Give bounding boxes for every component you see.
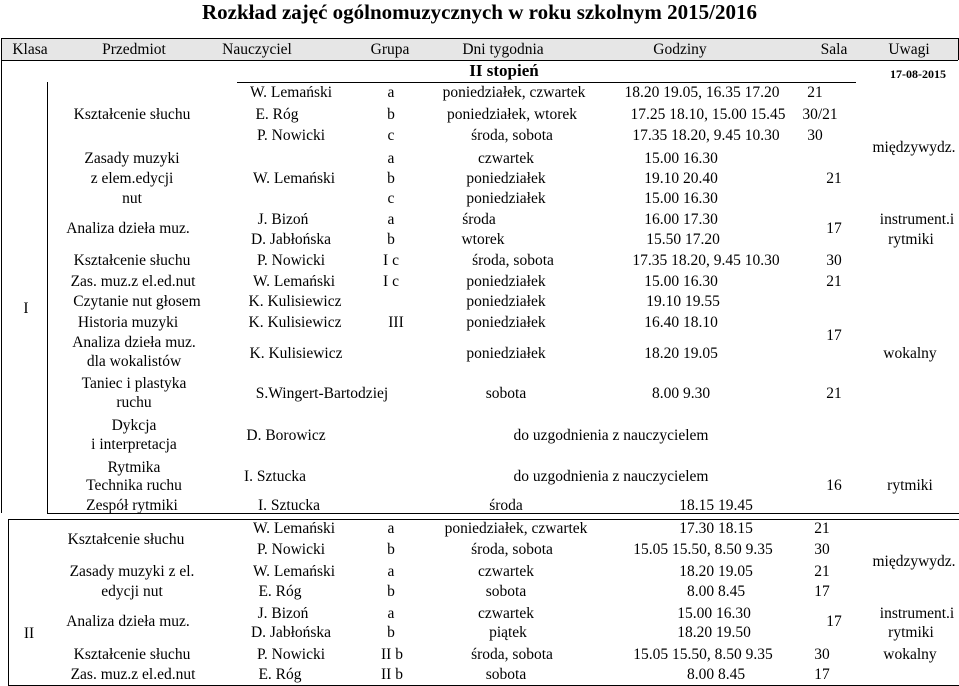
subject: Kształcenie słuchu bbox=[67, 531, 185, 548]
room: 30/21 bbox=[802, 106, 838, 123]
note: międzywydz. bbox=[872, 553, 956, 570]
days: poniedziałek bbox=[466, 273, 546, 290]
room: 30 bbox=[814, 541, 830, 558]
hours: 8.00 8.45 bbox=[686, 666, 746, 683]
teacher: K. Kulisiewicz bbox=[249, 345, 343, 362]
room: 17 bbox=[814, 583, 830, 600]
teacher: J. Bizoń bbox=[257, 605, 309, 622]
room: 17 bbox=[826, 327, 842, 344]
room: 16 bbox=[826, 477, 842, 494]
hours: 8.00 8.45 bbox=[686, 583, 746, 600]
hours: 19.10 19.55 bbox=[646, 293, 720, 310]
group: a bbox=[387, 563, 395, 580]
header-dni: Dni tygodnia bbox=[462, 41, 544, 58]
group: b bbox=[387, 106, 395, 123]
subject-ks: Kształcenie słuchu bbox=[73, 106, 191, 123]
note: międzywydz. bbox=[872, 139, 956, 156]
hours: 17.35 18.20, 9.45 10.30 bbox=[632, 252, 780, 269]
note: wokalny bbox=[883, 646, 937, 663]
days: sobota bbox=[485, 583, 527, 600]
room: 21 bbox=[814, 520, 830, 537]
subject: Zespół rytmiki bbox=[86, 497, 178, 514]
subject: Technika ruchu bbox=[86, 477, 182, 494]
days: do uzgodnienia z nauczycielem bbox=[513, 468, 709, 485]
hours: 15.05 15.50, 8.50 9.35 bbox=[633, 646, 773, 663]
subject: i interpretacja bbox=[91, 436, 177, 453]
group: I c bbox=[383, 273, 399, 290]
teacher: W. Lemański bbox=[252, 520, 336, 537]
stopien-label: II stopień bbox=[469, 61, 539, 80]
days: poniedziałek bbox=[466, 170, 546, 187]
teacher: E. Róg bbox=[258, 583, 302, 600]
hours: 19.10 20.40 bbox=[644, 170, 718, 187]
room: 21 bbox=[826, 170, 842, 187]
group: b bbox=[387, 541, 395, 558]
note: rytmiki bbox=[888, 624, 934, 641]
hours: 15.00 16.30 bbox=[644, 273, 718, 290]
room: 21 bbox=[826, 385, 842, 402]
days: czwartek bbox=[478, 563, 534, 580]
subject: Zas. muz.z el.ed.nut bbox=[70, 273, 196, 290]
group: III bbox=[388, 314, 404, 331]
teacher: E. Róg bbox=[258, 666, 302, 683]
hours: 15.00 16.30 bbox=[644, 150, 718, 167]
days: sobota bbox=[485, 385, 527, 402]
subject: Analiza dzieła muz. bbox=[72, 334, 196, 351]
group: b bbox=[387, 583, 395, 600]
teacher: P. Nowicki bbox=[256, 252, 326, 269]
room: 30 bbox=[807, 127, 823, 144]
days: poniedziałek, czwartek bbox=[444, 520, 588, 537]
teacher: W. Lemański bbox=[249, 84, 333, 101]
subject: edycji nut bbox=[101, 583, 163, 600]
header-sala: Sala bbox=[820, 41, 848, 58]
teacher: W. Lemański bbox=[252, 563, 336, 580]
group: II b bbox=[381, 666, 403, 683]
hours: 18.20 19.05 bbox=[679, 563, 753, 580]
hours: 18.15 19.45 bbox=[679, 497, 753, 514]
teacher: S.Wingert-Bartodziej bbox=[255, 385, 389, 402]
subject: Historia muzyki bbox=[77, 314, 179, 331]
days: środa, sobota bbox=[471, 646, 553, 663]
hours: 18.20 19.50 bbox=[677, 624, 751, 641]
subject: Dykcja bbox=[111, 417, 157, 434]
subject: nut bbox=[122, 190, 142, 207]
note: rytmiki bbox=[887, 477, 933, 494]
days: poniedziałek, czwartek bbox=[442, 84, 586, 101]
teacher: P. Nowicki bbox=[256, 646, 326, 663]
days: środa, sobota bbox=[471, 541, 553, 558]
days: środa bbox=[462, 211, 496, 228]
days: poniedziałek, wtorek bbox=[447, 106, 577, 123]
group: a bbox=[387, 520, 395, 537]
hours: 15.05 15.50, 8.50 9.35 bbox=[633, 541, 773, 558]
days: środa, sobota bbox=[471, 127, 553, 144]
hours: 16.00 17.30 bbox=[644, 211, 718, 228]
hours: 17.25 18.10, 15.00 15.45 bbox=[630, 106, 786, 123]
note: wokalny bbox=[883, 345, 937, 362]
teacher: J. Bizoń bbox=[257, 211, 309, 228]
room: 17 bbox=[826, 220, 842, 237]
subject: Zas. muz.z el.ed.nut bbox=[70, 666, 196, 683]
room: 17 bbox=[826, 613, 842, 630]
room: 21 bbox=[807, 84, 823, 101]
group: I c bbox=[383, 252, 399, 269]
header-grupa: Grupa bbox=[370, 41, 410, 58]
days: środa bbox=[489, 497, 523, 514]
room: 17 bbox=[814, 666, 830, 683]
subject: Zasady muzyki z el. bbox=[69, 563, 195, 580]
header-nauczyciel: Nauczyciel bbox=[222, 41, 292, 58]
subject: dla wokalistów bbox=[86, 353, 182, 370]
subject: Zasady muzyki bbox=[84, 150, 180, 167]
group: b bbox=[387, 231, 395, 248]
teacher: I. Sztucka bbox=[258, 497, 320, 514]
room: 30 bbox=[826, 252, 842, 269]
teacher: D. Jabłońska bbox=[250, 231, 332, 248]
subject: Kształcenie słuchu bbox=[73, 646, 191, 663]
note: instrument.i bbox=[879, 605, 955, 622]
teacher: E. Róg bbox=[255, 106, 299, 123]
group: a bbox=[387, 150, 395, 167]
teacher: P. Nowicki bbox=[256, 541, 326, 558]
header-przedmiot: Przedmiot bbox=[102, 41, 166, 58]
room: 21 bbox=[826, 273, 842, 290]
subject: z elem.edycji bbox=[90, 170, 174, 187]
group: a bbox=[387, 211, 395, 228]
subject: Kształcenie słuchu bbox=[73, 252, 191, 269]
header-godziny: Godziny bbox=[653, 41, 707, 58]
hours: 15.00 16.30 bbox=[644, 190, 718, 207]
group: b bbox=[387, 170, 395, 187]
hours: 18.20 19.05 bbox=[644, 345, 718, 362]
group: a bbox=[387, 84, 395, 101]
subject: ruchu bbox=[116, 394, 152, 411]
days: sobota bbox=[485, 666, 527, 683]
subject: Analiza dzieła muz. bbox=[66, 220, 190, 237]
klasa-i: I bbox=[23, 300, 29, 317]
header-uwagi: Uwagi bbox=[888, 41, 930, 58]
teacher: W. Lemański bbox=[252, 170, 336, 187]
days: do uzgodnienia z nauczycielem bbox=[513, 427, 709, 444]
hours: 16.40 18.10 bbox=[644, 314, 718, 331]
hours: 8.00 9.30 bbox=[651, 385, 711, 402]
group: c bbox=[387, 190, 395, 207]
hours: 17.30 18.15 bbox=[679, 520, 753, 537]
group: a bbox=[387, 605, 395, 622]
room: 21 bbox=[814, 563, 830, 580]
hours: 17.35 18.20, 9.45 10.30 bbox=[632, 127, 780, 144]
days: czwartek bbox=[478, 150, 534, 167]
subject: Rytmika bbox=[107, 459, 161, 476]
page-title: Rozkład zajęć ogólnomuzycznych w roku szkolnym 2015/2016 bbox=[202, 0, 757, 24]
note: rytmiki bbox=[888, 231, 934, 248]
teacher: W. Lemański bbox=[252, 273, 336, 290]
hours: 15.00 16.30 bbox=[677, 605, 751, 622]
teacher: D. Jabłońska bbox=[250, 624, 332, 641]
note: instrument.i bbox=[879, 211, 955, 228]
subject: Analiza dzieła muz. bbox=[66, 613, 190, 630]
hours: 15.50 17.20 bbox=[646, 231, 720, 248]
teacher: I. Sztucka bbox=[244, 468, 306, 485]
days: piątek bbox=[489, 624, 527, 641]
days: czwartek bbox=[478, 605, 534, 622]
teacher: K. Kulisiewicz bbox=[248, 293, 342, 310]
header-klasa: Klasa bbox=[12, 41, 48, 58]
subject: Taniec i plastyka bbox=[81, 375, 187, 392]
klasa-ii: II bbox=[23, 625, 35, 642]
days: środa, sobota bbox=[472, 252, 554, 269]
days: poniedziałek bbox=[466, 345, 546, 362]
subject: Czytanie nut głosem bbox=[73, 293, 201, 310]
teacher: D. Borowicz bbox=[246, 427, 326, 444]
hours: 18.20 19.05, 16.35 17.20 bbox=[624, 84, 780, 101]
date-label: 17-08-2015 bbox=[890, 67, 946, 81]
group: II b bbox=[381, 646, 403, 663]
group: b bbox=[387, 624, 395, 641]
days: poniedziałek bbox=[466, 293, 546, 310]
room: 30 bbox=[814, 646, 830, 663]
teacher: K. Kulisiewicz bbox=[248, 314, 342, 331]
days: wtorek bbox=[461, 231, 505, 248]
teacher: P. Nowicki bbox=[256, 127, 326, 144]
days: poniedziałek bbox=[466, 190, 546, 207]
group: c bbox=[387, 127, 395, 144]
days: poniedziałek bbox=[466, 314, 546, 331]
